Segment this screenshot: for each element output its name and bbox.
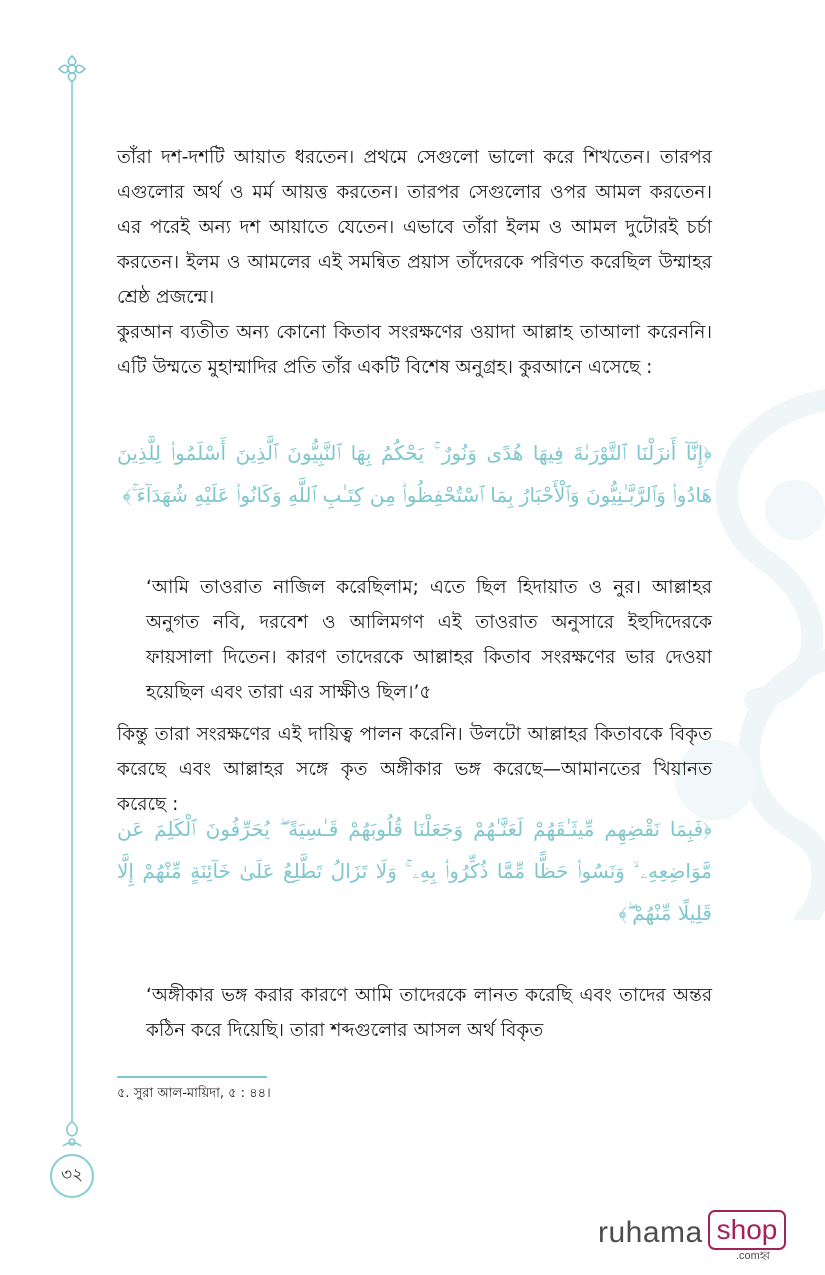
brand-shop: shop bbox=[716, 1214, 778, 1245]
margin-rule bbox=[71, 82, 73, 1112]
page-number: ৩২ bbox=[60, 1165, 84, 1185]
brand-tld: .comহ্ব bbox=[736, 1250, 771, 1262]
brand-logo bbox=[598, 1210, 788, 1260]
brand-name: ruhama bbox=[598, 1216, 703, 1249]
footnote-divider bbox=[117, 1076, 267, 1078]
paragraph: কিন্তু তারা সংরক্ষণের এই দায়িত্ব পালন করেনি। উলটো আল্লাহর কিতাবকে বিকৃত করেছে এবং আল্লাহর সঙ্গে কৃত অঙ্গীকার ভঙ্গ করেছে—আমানতের খিয়ানত করেছে : bbox=[117, 724, 712, 815]
floral-ornament-icon bbox=[57, 54, 87, 84]
arabic-verse: ﴿إِنَّآ أَنزَلْنَا ٱلتَّوْرَىٰةَ فِيهَا هُدًى وَنُورٌ ۚ يَحْكُمُ بِهَا ٱلنَّبِيُّونَ ٱلَّذِينَ أَسْلَمُوا۟ لِلَّذِينَ هَادُوا۟ وَٱلرَّبَّـٰنِيُّونَ وَٱلْأَحْبَارُ بِمَا ٱسْتُحْفِظُوا۟ مِن كِتَـٰبِ ٱللَّهِ وَكَانُوا۟ عَلَيْهِ شُهَدَآءَ ۚ﴾ bbox=[117, 441, 712, 507]
footnote: ৫. সুরা আল-মায়িদা, ৫ : ৪৪। bbox=[117, 1086, 271, 1101]
page-number-badge bbox=[50, 1154, 94, 1198]
arabic-verse: ﴿فَبِمَا نَقْضِهِم مِّيثَـٰقَهُمْ لَعَنَّـٰهُمْ وَجَعَلْنَا قُلُوبَهُمْ قَـٰسِيَةً ۖ يُحَرِّفُونَ ٱلْكَلِمَ عَن مَّوَاضِعِهِۦ ۙ وَنَسُوا۟ حَظًّا مِّمَّا ذُكِّرُوا۟ بِهِۦ ۚ وَلَا تَزَالُ تَطَّلِعُ عَلَىٰ خَآئِنَةٍ مِّنْهُمْ إِلَّا قَلِيلًا مِّنْهُمْ ۖ﴾ bbox=[117, 817, 712, 925]
verse-translation: ‘আমি তাওরাত নাজিল করেছিলাম; এতে ছিল হিদায়াত ও নুর। আল্লাহর অনুগত নবি, দরবেশ ও আলিমগণ এই তাওরাত অনুসারে ইহুদিদেরকে ফায়সালা দিতেন। কারণ তাদেরকে আল্লাহর কিতাব সংরক্ষণের ভার দেওয়া হয়েছিল এবং তারা এর সাক্ষীও ছিল।’৫ bbox=[146, 577, 712, 703]
brand-shop-box bbox=[708, 1210, 786, 1250]
paragraph: কুরআন ব্যতীত অন্য কোনো কিতাব সংরক্ষণের ওয়াদা আল্লাহ তাআলা করেননি। এটি উম্মতে মুহাম্মাদির প্রতি তাঁর একটি বিশেষ অনুগ্রহ। কুরআনে এসেছে : bbox=[117, 322, 712, 378]
paragraph: তাঁরা দশ-দশটি আয়াত ধরতেন। প্রথমে সেগুলো ভালো করে শিখতেন। তারপর এগুলোর অর্থ ও মর্ম আয়ত্ত করতেন। তারপর সেগুলোর ওপর আমল করতেন। এর পরেই অন্য দশ আয়াতে যেতেন। এভাবে তাঁরা ইলম ও আমল দুটোরই চর্চা করতেন। ইলম ও আমলের এই সমন্বিত প্রয়াস তাঁদেরকে পরিণত করেছিল উম্মাহর শ্রেষ্ঠ প্রজন্মে। bbox=[117, 147, 712, 308]
verse-translation: ‘অঙ্গীকার ভঙ্গ করার কারণে আমি তাদেরকে লানত করেছি এবং তাদের অন্তর কঠিন করে দিয়েছি। তারা শব্দগুলোর আসল অর্থ বিকৃত bbox=[146, 985, 712, 1041]
